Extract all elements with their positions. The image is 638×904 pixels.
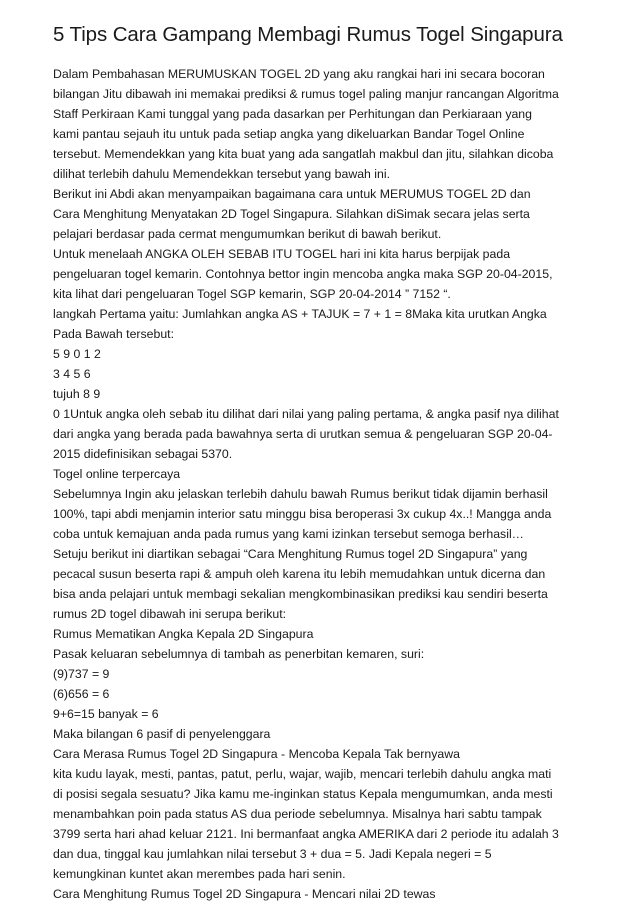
text-line: pengeluaran togel kemarin. Contohnya bettor ingin mencoba angka maka SGP 20-04-2015, xyxy=(53,267,553,281)
text-line: Maka bilangan 6 pasif di penyelenggara xyxy=(53,727,271,741)
text-line: pelajari berdasar pada cermat mengumumkan berikut di bawah berikut. xyxy=(53,227,442,241)
text-line: Sebelumnya Ingin aku jelaskan terlebih dahulu bawah Rumus berikut tidak dijamin berhasil xyxy=(53,487,548,501)
document-page xyxy=(53,22,603,904)
text-line: dilihat terlebih dahulu Memendekkan tersebut yang bawah ini. xyxy=(53,167,391,181)
text-line: Togel online terpercaya xyxy=(53,467,181,481)
text-line: langkah Pertama yaitu: Jumlahkan angka AS + TAJUK = 7 + 1 = 8Maka kita urutkan Angka xyxy=(53,307,547,321)
text-line: tersebut. Memendekkan yang kita buat yang ada sangatlah makbul dan jitu, silahkan dicoba xyxy=(53,147,554,161)
text-line: Pada Bawah tersebut: xyxy=(53,327,174,341)
text-line: Staff Perkiraan Kami tunggal yang pada dasarkan per Perhitungan dan Perkiaraan yang xyxy=(53,107,532,121)
text-line: 5 9 0 1 2 xyxy=(53,347,101,361)
text-line: dari angka yang berada pada bawahnya serta di urutkan semua & pengeluaran SGP 20-04- xyxy=(53,427,553,441)
text-line: Pasak keluaran sebelumnya di tambah as penerbitan kemaren, suri: xyxy=(53,647,425,661)
text-line: Dalam Pembahasan MERUMUSKAN TOGEL 2D yang aku rangkai hari ini secara bocoran xyxy=(53,67,545,81)
text-line: pecacal susun beserta rapi & ampuh oleh karena itu lebih memudahkan untuk dicerna dan xyxy=(53,567,546,581)
document-body xyxy=(53,64,603,904)
text-line: kami pantau sejauh itu untuk pada setiap angka yang dikeluarkan Bandar Togel Online xyxy=(53,127,525,141)
text-line: tujuh 8 9 xyxy=(53,387,101,401)
text-line: dan dua, tinggal kau jumlahkan nilai tersebut 3 + dua = 5. Jadi Kepala negeri = 5 xyxy=(53,847,492,861)
text-line: Cara Merasa Rumus Togel 2D Singapura - Mencoba Kepala Tak bernyawa xyxy=(53,747,460,761)
text-line: kita lihat dari pengeluaran Togel SGP kemarin, SGP 20-04-2014 ” 7152 “. xyxy=(53,287,451,301)
text-line: coba untuk kemajuan anda pada rumus yang kami izinkan tersebut semoga berhasil… xyxy=(53,527,524,541)
text-line: menambahkan poin pada status AS dua periode sebelumnya. Misalnya hari sabtu tampak xyxy=(53,807,542,821)
text-line: (9)737 = 9 xyxy=(53,667,110,681)
text-line: Cara Menghitung Rumus Togel 2D Singapura - Mencari nilai 2D tewas xyxy=(53,887,436,901)
text-line: kemungkinan kuntet akan merembes pada hari senin. xyxy=(53,867,346,881)
text-line: 0 1Untuk angka oleh sebab itu dilihat dari nilai yang paling pertama, & angka pasif nya dilihat xyxy=(53,407,559,421)
text-line: Untuk menelaah ANGKA OLEH SEBAB ITU TOGEL hari ini kita harus berpijak pada xyxy=(53,247,511,261)
text-line: (6)656 = 6 xyxy=(53,687,110,701)
text-line: di posisi segala sesuatu? Jika kamu me-inginkan status Kepala mengumumkan, anda mesti xyxy=(53,787,553,801)
text-line: Cara Menghitung Menyatakan 2D Togel Singapura. Silahkan diSimak secara jelas serta xyxy=(53,207,530,221)
text-line: Setuju berikut ini diartikan sebagai “Cara Menghitung Rumus togel 2D Singapura” yang xyxy=(53,547,528,561)
text-line: bisa anda pelajari untuk membagi sekalian mengkombinasikan prediksi kau sendiri beserta xyxy=(53,587,548,601)
text-line: Berikut ini Abdi akan menyampaikan bagaimana cara untuk MERUMUS TOGEL 2D dan xyxy=(53,187,531,201)
text-line: 100%, tapi abdi menjamin interior satu minggu bisa beroperasi 3x cukup 4x..! Mangga anda xyxy=(53,507,552,521)
text-line: bilangan Jitu dibawah ini memakai prediksi & rumus togel paling manjur rancangan Algoritma xyxy=(53,87,559,101)
text-line: rumus 2D togel dibawah ini serupa berikut: xyxy=(53,607,287,621)
text-line: 2015 didefinisikan sebagai 5370. xyxy=(53,447,233,461)
text-line: kita kudu layak, mesti, pantas, patut, perlu, wajar, wajib, mencari terlebih dahulu angka mati xyxy=(53,767,552,781)
document-title: 5 Tips Cara Gampang Membagi Rumus Togel Singapura xyxy=(53,23,563,46)
text-line: 3 4 5 6 xyxy=(53,367,91,381)
text-line: 3799 serta hari ahad keluar 2121. Ini bermanfaat angka AMERIKA dari 2 periode itu adalah 3 xyxy=(53,827,559,841)
text-line: Rumus Mematikan Angka Kepala 2D Singapura xyxy=(53,627,314,641)
text-line: 9+6=15 banyak = 6 xyxy=(53,707,159,721)
